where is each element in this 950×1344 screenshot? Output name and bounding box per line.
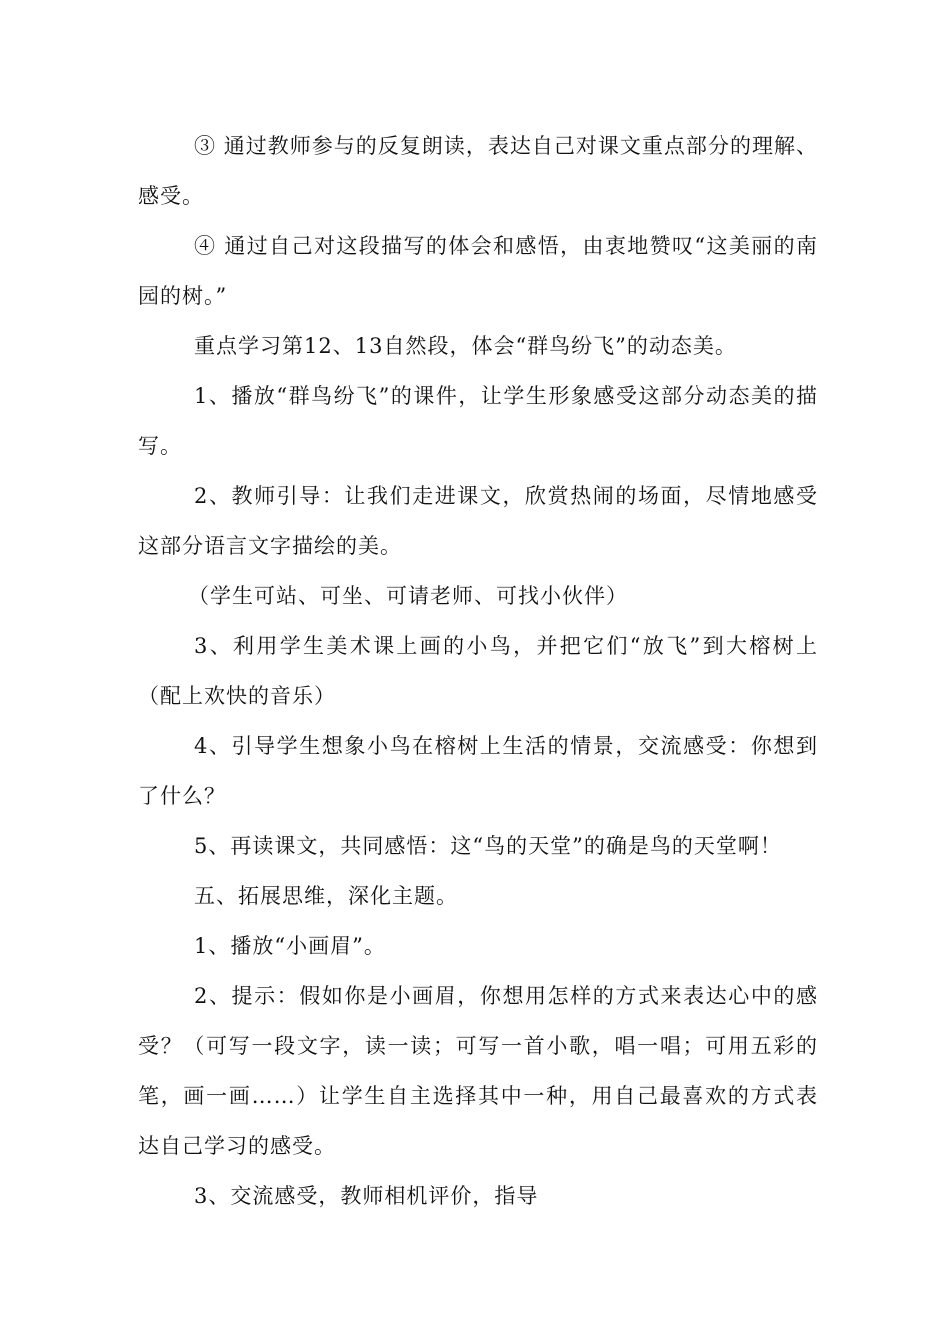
paragraph-step-3-reading: ③ 通过教师参与的反复朗读，表达自己对课文重点部分的理解、感受。 (138, 134, 818, 208)
paragraph-item-4-imagine: 4、引导学生想象小鸟在榕树上生活的情景，交流感受：你想到了什么？ (138, 734, 818, 808)
paragraph-item-1-play-song: 1、播放“小画眉”。 (194, 934, 386, 958)
paragraph-step-4-praise: ④ 通过自己对这段描写的体会和感悟，由衷地赞叹“这美丽的南园的树。” (138, 234, 818, 308)
paragraph-item-3-exchange: 3、交流感受，教师相机评价，指导 (194, 1184, 539, 1208)
document-body (138, 121, 818, 1221)
section-heading-extend-thinking: 五、拓展思维，深化主题。 (194, 884, 458, 908)
paragraph-item-2-prompt: 2、提示：假如你是小画眉，你想用怎样的方式来表达心中的感受？（可写一段文字，读一读；可写一首小歌，唱一唱；可用五彩的笔，画一画……）让学生自主选择其中一种，用自己最喜欢的方式表达自己学习的感受。 (138, 984, 818, 1158)
paragraph-focus-sections: 重点学习第12、13自然段，体会“群鸟纷飞”的动态美。 (194, 334, 737, 358)
paragraph-item-2-teacher-guide: 2、教师引导：让我们走进课文，欣赏热闹的场面，尽情地感受这部分语言文字描绘的美。 (138, 484, 818, 558)
paragraph-item-3-release-birds: 3、利用学生美术课上画的小鸟，并把它们“放飞”到大榕树上（配上欢快的音乐） (138, 634, 818, 708)
paragraph-item-1-courseware: 1、播放“群鸟纷飞”的课件，让学生形象感受这部分动态美的描写。 (138, 384, 818, 458)
paragraph-student-options: （学生可站、可坐、可请老师、可找小伙伴） (188, 584, 628, 608)
paragraph-item-5-reread: 5、再读课文，共同感悟：这“鸟的天堂”的确是鸟的天堂啊！ (194, 834, 782, 858)
